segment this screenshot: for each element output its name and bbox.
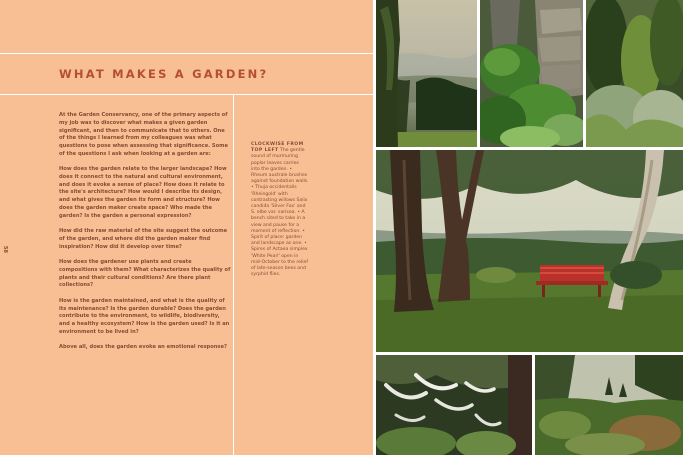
page-number: 58	[2, 246, 8, 253]
paragraph: At the Garden Conservancy, one of the primary aspects of my job was to discover what makes a given garden significant, and then to communicate that to others. One of the things I learned from my colleagues was what questions to pose when assessing that significance. Some of the questions I ask when looking at a garden are:	[59, 112, 228, 157]
photo-conifer-willows	[586, 0, 683, 147]
photo-caption	[251, 142, 309, 278]
caption-text: The gentle sound of murmuring poplar leaves carries into the garden. • Rheum australe brushes against foundation walls. • Thuja occidentalis 'Rheingold' with contrasting willows Salix candida 'Silver Fox' and S. elbe var. sarisea. • A bench sited to take in a view and pause for a moment of reflection. • Spirit of place: garden and landscape as one. • Spires of Actaea simplex 'White Pearl' open in mid-October to the relief of late-season bees and syrphid flies.	[251, 148, 309, 278]
paragraph: How does the gardener use plants and create compositions with them? What characterizes the quality of plants and their cultural conditions? Are there plant collections?	[59, 259, 231, 289]
paragraph: How is the garden maintained, and what is the quality of its maintenance? Is the garden durable? Does the garden contribute to the environment, to wildlife, biodiversity, and a healthy ecosystem? How is the garden used? Is it an environment to be lived in?	[59, 297, 230, 335]
title-rule	[0, 94, 373, 95]
paragraph: Above all, does the garden evoke an emotional response?	[59, 344, 227, 351]
paragraph: How does the garden relate to the larger landscape? How does it connect to the natural and cultural environment, and does it evoke a sense of place? How does it relate to the site's architecture? How would I describe its design, and what gives the garden its form and structure? How does the garden maker create space? Who made the garden? Is the garden a personal expression?	[59, 166, 227, 219]
photo-rheum-foliage	[480, 0, 583, 147]
photo-bench-trees	[376, 150, 683, 352]
photo-actaea-spires	[376, 355, 532, 455]
photo-misty-valley	[376, 0, 477, 147]
caption-label: CLOCKWISE FROM TOP LEFT	[251, 142, 304, 154]
top-rule	[0, 53, 373, 54]
page-title: WHAT MAKES A GARDEN?	[59, 67, 269, 81]
photo-garden-landscape	[535, 355, 683, 455]
column-divider	[233, 94, 234, 455]
body-text	[59, 112, 231, 360]
paragraph: How did the raw material of the site suggest the outcome of the garden, and where did the garden maker find inspiration? How did it develop over time?	[59, 228, 228, 250]
